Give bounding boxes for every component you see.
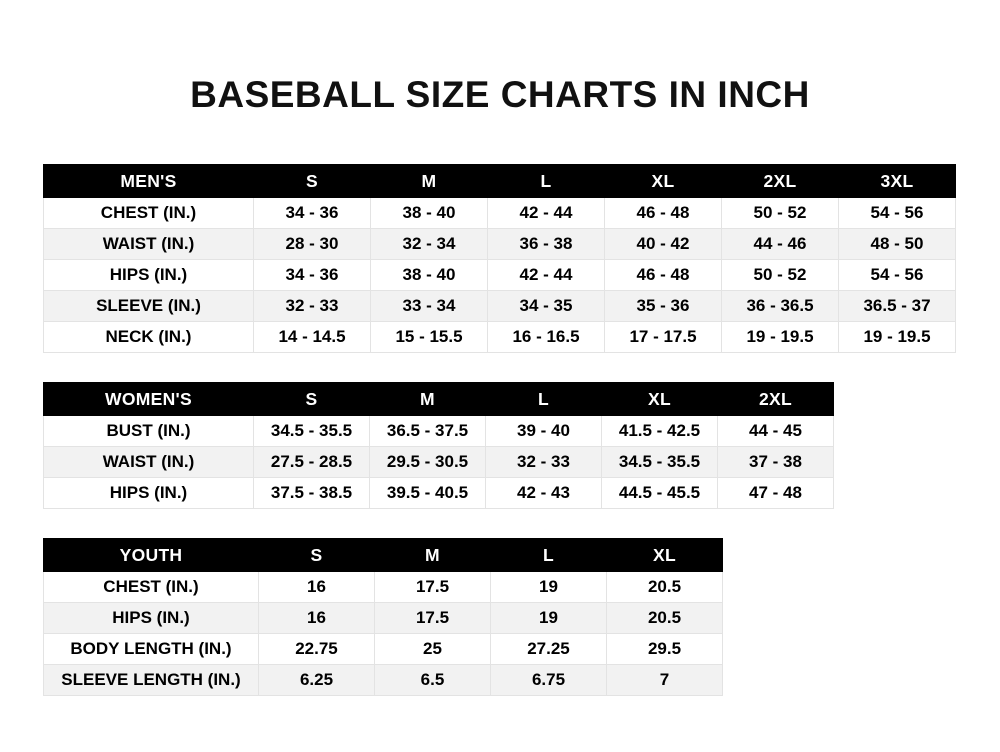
womens-header-l: L: [486, 383, 602, 416]
cell-value: 34 - 36: [254, 198, 371, 229]
cell-value: 50 - 52: [722, 260, 839, 291]
cell-value: 16: [259, 603, 375, 634]
cell-value: 36 - 36.5: [722, 291, 839, 322]
youth-header-category: YOUTH: [44, 539, 259, 572]
cell-value: 42 - 44: [488, 260, 605, 291]
table-row: [44, 478, 834, 509]
cell-value: 42 - 43: [486, 478, 602, 509]
cell-value: 7: [607, 665, 723, 696]
cell-value: 38 - 40: [371, 260, 488, 291]
cell-value: 34 - 36: [254, 260, 371, 291]
row-label: WAIST (IN.): [44, 229, 254, 260]
mens-header-3xl: 3XL: [839, 165, 956, 198]
row-label: HIPS (IN.): [44, 260, 254, 291]
row-label: SLEEVE (IN.): [44, 291, 254, 322]
table-row: [44, 322, 956, 353]
cell-value: 37 - 38: [718, 447, 834, 478]
table-row: [44, 447, 834, 478]
cell-value: 19 - 19.5: [839, 322, 956, 353]
youth-header-xl: XL: [607, 539, 723, 572]
cell-value: 19: [491, 603, 607, 634]
cell-value: 40 - 42: [605, 229, 722, 260]
cell-value: 19 - 19.5: [722, 322, 839, 353]
cell-value: 41.5 - 42.5: [602, 416, 718, 447]
cell-value: 32 - 34: [371, 229, 488, 260]
cell-value: 6.75: [491, 665, 607, 696]
cell-value: 33 - 34: [371, 291, 488, 322]
cell-value: 46 - 48: [605, 260, 722, 291]
cell-value: 44 - 46: [722, 229, 839, 260]
cell-value: 27.5 - 28.5: [254, 447, 370, 478]
womens-header-s: S: [254, 383, 370, 416]
youth-header-row: [44, 539, 723, 572]
cell-value: 44.5 - 45.5: [602, 478, 718, 509]
cell-value: 29.5 - 30.5: [370, 447, 486, 478]
youth-header-m: M: [375, 539, 491, 572]
cell-value: 17 - 17.5: [605, 322, 722, 353]
cell-value: 34 - 35: [488, 291, 605, 322]
page-title: BASEBALL SIZE CHARTS IN INCH: [190, 74, 810, 115]
cell-value: 25: [375, 634, 491, 665]
youth-header-l: L: [491, 539, 607, 572]
mens-header-row: [44, 165, 956, 198]
mens-header-xl: XL: [605, 165, 722, 198]
row-label: HIPS (IN.): [44, 478, 254, 509]
table-row: [44, 416, 834, 447]
mens-header-m: M: [371, 165, 488, 198]
cell-value: 39.5 - 40.5: [370, 478, 486, 509]
table-row: [44, 229, 956, 260]
row-label: CHEST (IN.): [44, 198, 254, 229]
cell-value: 15 - 15.5: [371, 322, 488, 353]
cell-value: 17.5: [375, 603, 491, 634]
table-row: [44, 634, 723, 665]
cell-value: 32 - 33: [486, 447, 602, 478]
cell-value: 46 - 48: [605, 198, 722, 229]
cell-value: 36.5 - 37.5: [370, 416, 486, 447]
row-label: SLEEVE LENGTH (IN.): [44, 665, 259, 696]
cell-value: 50 - 52: [722, 198, 839, 229]
cell-value: 38 - 40: [371, 198, 488, 229]
womens-header-xl: XL: [602, 383, 718, 416]
cell-value: 48 - 50: [839, 229, 956, 260]
mens-header-s: S: [254, 165, 371, 198]
cell-value: 20.5: [607, 572, 723, 603]
womens-header-2xl: 2XL: [718, 383, 834, 416]
youth-header-s: S: [259, 539, 375, 572]
table-row: [44, 291, 956, 322]
cell-value: 37.5 - 38.5: [254, 478, 370, 509]
mens-header-2xl: 2XL: [722, 165, 839, 198]
cell-value: 19: [491, 572, 607, 603]
cell-value: 22.75: [259, 634, 375, 665]
youth-size-table: [43, 538, 723, 696]
cell-value: 39 - 40: [486, 416, 602, 447]
table-row: [44, 603, 723, 634]
row-label: HIPS (IN.): [44, 603, 259, 634]
table-row: [44, 572, 723, 603]
size-tables-container: [0, 164, 1000, 696]
womens-size-table: [43, 382, 834, 509]
row-label: CHEST (IN.): [44, 572, 259, 603]
cell-value: 36 - 38: [488, 229, 605, 260]
cell-value: 34.5 - 35.5: [602, 447, 718, 478]
womens-header-m: M: [370, 383, 486, 416]
mens-header-l: L: [488, 165, 605, 198]
cell-value: 32 - 33: [254, 291, 371, 322]
table-row: [44, 260, 956, 291]
table-row: [44, 198, 956, 229]
cell-value: 34.5 - 35.5: [254, 416, 370, 447]
cell-value: 6.5: [375, 665, 491, 696]
mens-header-category: MEN'S: [44, 165, 254, 198]
cell-value: 16 - 16.5: [488, 322, 605, 353]
cell-value: 27.25: [491, 634, 607, 665]
cell-value: 42 - 44: [488, 198, 605, 229]
cell-value: 17.5: [375, 572, 491, 603]
cell-value: 47 - 48: [718, 478, 834, 509]
cell-value: 29.5: [607, 634, 723, 665]
cell-value: 54 - 56: [839, 260, 956, 291]
row-label: WAIST (IN.): [44, 447, 254, 478]
cell-value: 16: [259, 572, 375, 603]
cell-value: 6.25: [259, 665, 375, 696]
row-label: NECK (IN.): [44, 322, 254, 353]
cell-value: 20.5: [607, 603, 723, 634]
cell-value: 14 - 14.5: [254, 322, 371, 353]
cell-value: 44 - 45: [718, 416, 834, 447]
row-label: BODY LENGTH (IN.): [44, 634, 259, 665]
womens-header-row: [44, 383, 834, 416]
cell-value: 54 - 56: [839, 198, 956, 229]
row-label: BUST (IN.): [44, 416, 254, 447]
cell-value: 36.5 - 37: [839, 291, 956, 322]
womens-header-category: WOMEN'S: [44, 383, 254, 416]
mens-size-table: [43, 164, 956, 353]
cell-value: 28 - 30: [254, 229, 371, 260]
table-row: [44, 665, 723, 696]
cell-value: 35 - 36: [605, 291, 722, 322]
